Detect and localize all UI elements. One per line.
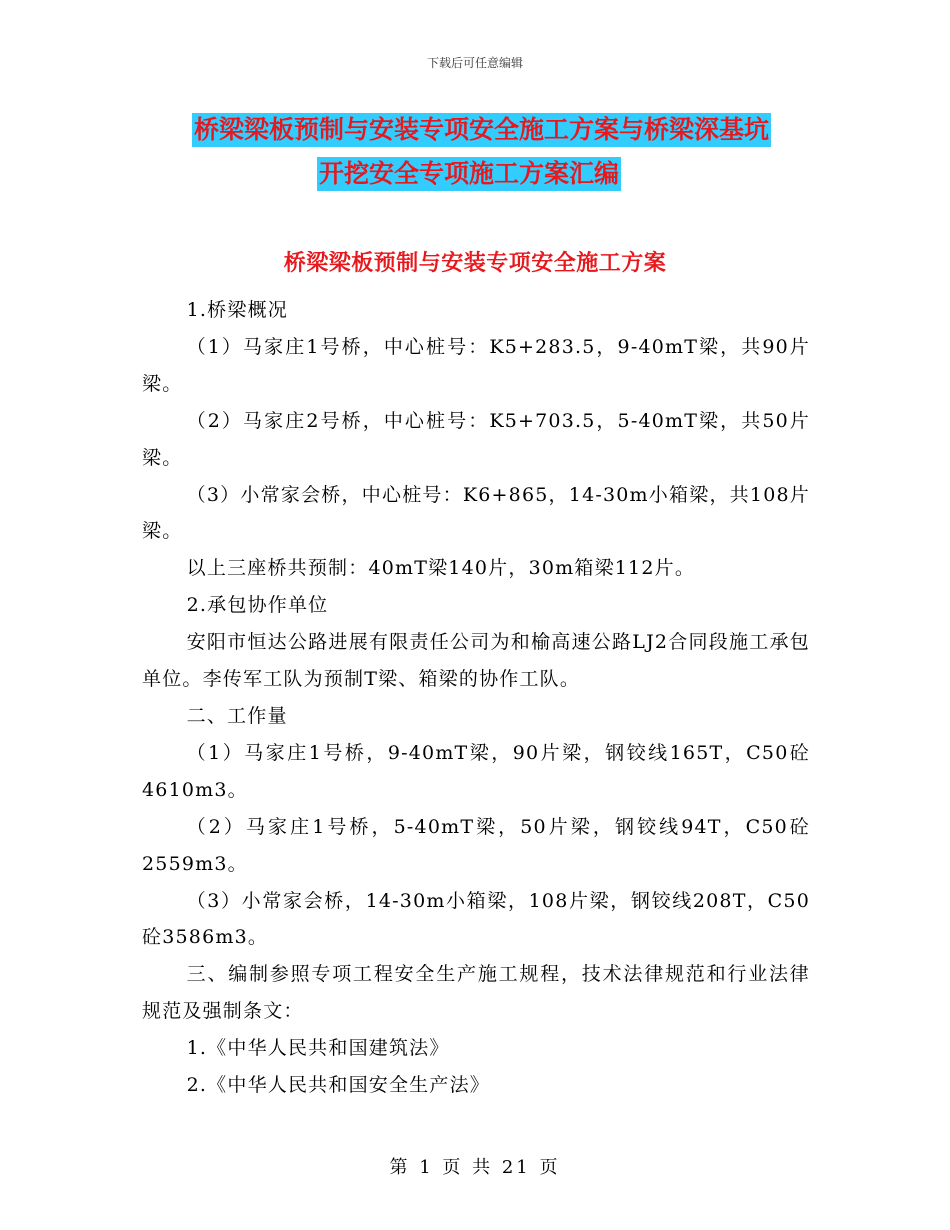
paragraph-prefab-total: 以上三座桥共预制：40mT梁140片，30m箱梁112片。 (186, 557, 696, 580)
reference-item-1: 1.《中华人民共和国建筑法》 (186, 1037, 450, 1060)
paragraph-workload-2: （2）马家庄1号桥，5-40mT梁，50片梁，钢铰线94T，C50砼2559m3。 (142, 815, 810, 875)
reference-item-2: 2.《中华人民共和国安全生产法》 (186, 1074, 490, 1097)
paragraph-workload-1: （1）马家庄1号桥，9-40mT梁，90片梁，钢铰线165T，C50砼4610m3。 (142, 741, 810, 801)
paragraph-bridge-2: （2）马家庄2号桥，中心桩号：K5+703.5，5-40mT梁，共50片梁。 (142, 409, 810, 469)
paragraph-bridge-1: （1）马家庄1号桥，中心桩号：K5+283.5，9-40mT梁，共90片梁。 (142, 335, 810, 395)
paragraph-workload-3: （3）小常家会桥，14-30m小箱梁，108片梁，钢铰线208T，C50砼3586m3。 (142, 889, 810, 949)
document-body (142, 292, 810, 1104)
heading-contractor: 2.承包协作单位 (186, 594, 329, 617)
heading-references: 三、编制参照专项工程安全生产施工规程，技术法律规范和行业法律规范及强制条文： (142, 963, 810, 1023)
header-note: 下载后可任意编辑 (426, 56, 523, 70)
page-number-footer: 第 1 页 共 21 页 (389, 1157, 561, 1178)
section-title: 桥梁梁板预制与安装专项安全施工方案 (283, 251, 667, 276)
paragraph-contractor: 安阳市恒达公路进展有限责任公司为和榆高速公路LJ2合同段施工承包单位。李传军工队为预制T梁、箱梁的协作工队。 (142, 631, 810, 691)
heading-bridge-overview: 1.桥梁概况 (186, 299, 288, 321)
paragraph-bridge-3: （3）小常家会桥，中心桩号：K6+865，14-30m小箱梁，共108片梁。 (142, 483, 810, 543)
document-title-line-1: 桥梁梁板预制与安装专项安全施工方案与桥梁深基坑 (192, 113, 771, 147)
heading-workload: 二、工作量 (186, 704, 288, 727)
document-title-line-2: 开挖安全专项施工方案汇编 (317, 157, 621, 191)
